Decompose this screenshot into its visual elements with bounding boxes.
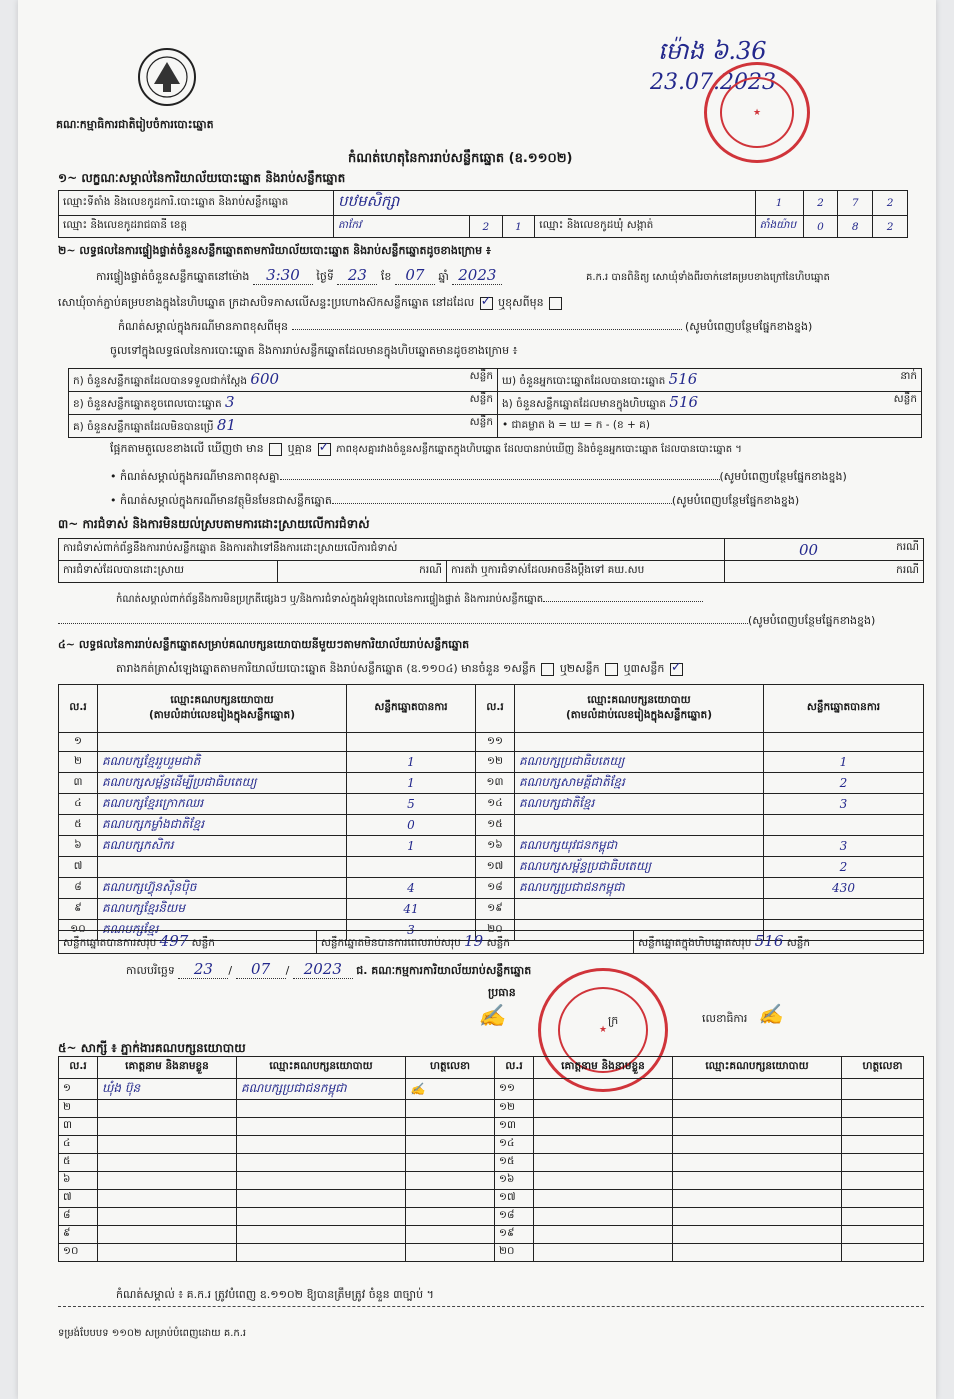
witness-name (98, 1208, 237, 1226)
witness-signature (406, 1118, 495, 1136)
party-name: គណបក្សខ្មែរ (98, 920, 347, 941)
appeal-unit: ករណី (725, 561, 924, 583)
row-number: ៨ (59, 1208, 98, 1226)
party-name (515, 899, 764, 920)
witness-name (98, 1100, 237, 1118)
ballot-row-right: ឃ) ចំនួនអ្នកបោះឆ្នោតដែលបានបោះឆ្នោត 516 នាក់ (498, 369, 922, 392)
vote-count: 1 (347, 836, 476, 857)
vote-count: 1 (764, 752, 924, 773)
witness-row (59, 1172, 924, 1190)
difference-note: កំណត់សម្គាល់ក្នុងករណីមានភាពខុសពីមុន (សូមបំពេញបន្ថែមផ្នែកខាងខ្នង) (118, 320, 813, 333)
has-difference-checkbox[interactable] (269, 443, 282, 456)
vote-count (347, 857, 476, 878)
witness-party (237, 1244, 406, 1262)
witness-name (534, 1079, 673, 1100)
section3-title: ៣~ ការជំទាស់ និងការមិនយល់ស្របតាមការដោះស្រាយលើការជំទាស់ (58, 517, 370, 531)
row-number: ១១ (495, 1079, 534, 1100)
witness-signature (406, 1208, 495, 1226)
witness-signature (842, 1190, 924, 1208)
vote-count (764, 899, 924, 920)
witness-name (534, 1100, 673, 1118)
irregularity-fill: (សូមបំពេញបន្ថែមផ្នែកខាងខ្នង) (58, 614, 922, 630)
witness-name (534, 1154, 673, 1172)
witness-name (534, 1226, 673, 1244)
party-name: គណបក្សខ្មែររួបរួមជាតិ (98, 752, 347, 773)
witness-party (237, 1136, 406, 1154)
witness-row (59, 1136, 924, 1154)
ballot-row-left: ក) ចំនួនសន្លឹកឆ្នោតដែលបានទទួលជាក់ស្តែង 600 សន្លឹក (69, 369, 498, 392)
row-number: ២០ (495, 1244, 534, 1262)
row-number: ១៤ (495, 1136, 534, 1154)
witness-name (98, 1172, 237, 1190)
witness-name: ឃុំង ប៊ុន (98, 1079, 237, 1100)
row-number: ២ (59, 752, 98, 773)
ballot-count-table (68, 368, 922, 438)
vote-count: 41 (347, 899, 476, 920)
row-number: ១ (59, 1079, 98, 1100)
province-code-digit: 1 (502, 216, 535, 238)
verify-time: 3:30 (253, 266, 313, 285)
witness-name (534, 1172, 673, 1190)
total-valid: សន្លឹកឆ្នោតបានការសរុប 497 សន្លឹក (59, 931, 317, 954)
vote-count: 430 (764, 878, 924, 899)
party-name: គណបក្សខ្មែរក្រោកឈរ (98, 794, 347, 815)
party-result-row (59, 878, 924, 899)
witness-signature (842, 1154, 924, 1172)
total-in-box: សន្លឹកឆ្នោតក្នុងហិបឆ្នោតសរុប 516 សន្លឹក (634, 931, 924, 954)
difference-line: ផ្អែកតាមតួលេខខាងលើ ឃើញថា មាន ឬគ្មាន ✓ ភាពខុសគ្នារវាងចំនួនសន្លឹកឆ្នោតក្នុងហិបឆ្នោត ដែលបានរាប់ឃើញ និងចំនួនអ្នកបោះឆ្នោត ដែលបានបោះឆ្នោត ។ (110, 442, 916, 458)
signing-date: កាលបរិច្ឆេទ 23 / 07 / 2023 ជ. គណៈកម្មការការិយាល័យរាប់សន្លឹកឆ្នោត (126, 960, 532, 978)
verification-line-end: គ.ក.រ បានពិនិត្យ សោឃុំទាំងពីរចាក់នៅគម្របខាងក្រៅនៃហិបឆ្នោត (586, 272, 830, 283)
party-name: គណបក្សសម្ព័ន្ធប្រជាធិបតេយ្យ (515, 857, 764, 878)
witness-signature (842, 1100, 924, 1118)
section1-table (58, 190, 908, 238)
vote-count: 1 (347, 773, 476, 794)
code-digit: 2 (803, 191, 838, 216)
witness-party (237, 1226, 406, 1244)
witness-party (673, 1154, 842, 1172)
witness-signature (842, 1118, 924, 1136)
party-name (515, 733, 764, 752)
location-value: បឋមសិក្សា (334, 191, 755, 216)
same-checkbox[interactable] (480, 297, 493, 310)
row-number: ១៨ (476, 878, 515, 899)
witness-row (59, 1100, 924, 1118)
witness-party (673, 1118, 842, 1136)
row-number: ១២ (476, 752, 515, 773)
party-results-table (58, 684, 924, 941)
official-stamp-top: ★ (704, 62, 810, 163)
verify-year: 2023 (452, 266, 502, 285)
tally-sheet-line: តារាងកត់ត្រាសំឡេងឆ្នោតតាមការិយាល័យបោះឆ្នោត និងរាប់សន្លឹកឆ្នោត (ឧ.១១០៤) មានចំនួន ១សន្លឹក ឬ២សន្លឹក ឬ៣សន្លឹក ✓ (116, 662, 685, 678)
commune-code-digit: 8 (838, 216, 873, 238)
changed-checkbox[interactable] (549, 297, 562, 310)
code-digit: 1 (755, 191, 803, 216)
province-value: តាកែវ (334, 216, 470, 238)
witness-signature (842, 1208, 924, 1226)
form-page (18, 0, 936, 1399)
party-name: គណបក្សប្រជាជនកម្ពុជា (515, 878, 764, 899)
witness-party (237, 1172, 406, 1190)
vote-count (764, 815, 924, 836)
top-handwritten-time: ម៉ោង ៦.36 (658, 37, 767, 65)
witness-row (59, 1118, 924, 1136)
row-number: ១០ (59, 1244, 98, 1262)
witness-signature (842, 1226, 924, 1244)
row-number: ១៥ (495, 1154, 534, 1172)
party-result-row (59, 899, 924, 920)
witness-name (98, 1226, 237, 1244)
witness-signature (842, 1136, 924, 1154)
witness-signature (406, 1172, 495, 1190)
row-number: ៩ (59, 1226, 98, 1244)
voters-value: 516 (668, 370, 698, 388)
col-no: ល.រ (476, 685, 515, 733)
row-number: ១៨ (495, 1208, 534, 1226)
row-number: ១៦ (495, 1172, 534, 1190)
witness-name (534, 1244, 673, 1262)
commune-value: តាំងយ៉ាប (755, 216, 803, 238)
witness-row (59, 1079, 924, 1100)
commune-label: ឈ្មោះ និងលេខកូដឃុំ សង្កាត់ (535, 216, 755, 238)
code-digit: 7 (838, 191, 873, 216)
witness-party: គណបក្សប្រជាជនកម្ពុជា (237, 1079, 406, 1100)
witness-name (534, 1136, 673, 1154)
section4-title: ៤~ លទ្ធផលនៃការរាប់សន្លឹកឆ្នោតសម្រាប់គណបក្សនយោបាយនីមួយៗតាមការិយាល័យរាប់សន្លឹកឆ្នោត (58, 638, 470, 651)
secretary-label: លេខាធិការ (702, 1012, 748, 1025)
member-label: ក្រ (608, 1014, 619, 1027)
row-number: ២០ (476, 920, 515, 941)
party-name (98, 857, 347, 878)
row-number: ១២ (495, 1100, 534, 1118)
no-difference-checkbox[interactable] (318, 443, 331, 456)
objection-label: ការជំទាស់ពាក់ព័ន្ធនឹងការរាប់សន្លឹកឆ្នោត និងការតវ៉ាទៅនឹងការដោះស្រាយលើការជំទាស់ (59, 539, 725, 561)
official-stamp-bottom: ★ (538, 968, 668, 1092)
party-name: គណបក្សកសិករ (98, 836, 347, 857)
col-votes: សន្លឹកឆ្នោតបានការ (347, 685, 476, 733)
resolved-unit: ករណី (278, 561, 447, 583)
party-name: គណបក្សហ៊្វុនស៊ិនប៉ិច (98, 878, 347, 899)
witness-party (673, 1208, 842, 1226)
witness-signature (406, 1190, 495, 1208)
resolved-label: ការជំទាស់ដែលបានដោះស្រាយ (59, 561, 278, 583)
party-name: គណបក្សកម្លាំងជាតិខ្មែរ (98, 815, 347, 836)
vote-count: 2 (764, 773, 924, 794)
ballot-row-right: • ជាគម្លាត ង = ឃ = ក - (ខ + គ) (498, 415, 922, 438)
witness-name (534, 1190, 673, 1208)
col-votes: សន្លឹកឆ្នោតបានការ (764, 685, 924, 733)
location-label: ឈ្មោះទីតាំង និងលេខកូដការិ.បោះឆ្នោត និងរាប់សន្លឹកឆ្នោត (59, 191, 334, 216)
party-name: គណបក្សជាតិខ្មែរ (515, 794, 764, 815)
vote-count: 3 (347, 920, 476, 941)
witness-signature (406, 1244, 495, 1262)
commune-code-digit: 0 (803, 216, 838, 238)
party-result-row (59, 752, 924, 773)
row-number: ៧ (59, 1190, 98, 1208)
vote-count: 3 (764, 794, 924, 815)
province-code-digit: 2 (469, 216, 502, 238)
party-name: គណបក្សខ្មែរនិយម (98, 899, 347, 920)
party-result-row (59, 815, 924, 836)
party-name (98, 733, 347, 752)
witness-signature (406, 1100, 495, 1118)
row-number: ៦ (59, 1172, 98, 1190)
row-number: ១៧ (476, 857, 515, 878)
party-name: គណបក្សសម្ព័ន្ធដើម្បីប្រជាធិបតេយ្យ (98, 773, 347, 794)
spoiled-value: 3 (225, 393, 235, 411)
row-number: ១០ (59, 920, 98, 941)
witness-name (98, 1154, 237, 1172)
vote-count (764, 733, 924, 752)
chair-label: ប្រធាន (488, 986, 516, 999)
code-digit: 2 (873, 191, 908, 216)
row-number: ១៣ (495, 1118, 534, 1136)
objection-table (58, 538, 924, 583)
row-number: ១៣ (476, 773, 515, 794)
irregularity-note: កំណត់សម្គាល់ពាក់ព័ន្ធនឹងការមិនប្រក្រតីផ្សេងៗ ឬ/និងការជំទាស់ក្នុងអំឡុងពេលនៃការផ្ទៀងផ្ទាត់ និងការរាប់សន្លឹកឆ្នោត (116, 592, 922, 607)
party-result-row (59, 836, 924, 857)
footnote: កំណត់សម្គាល់ ៖ គ.ក.រ ត្រូវបំពេញ ឧ.១១០២ ឱ្យបានត្រឹមត្រូវ ចំនួន ៣ច្បាប់ ។ (116, 1288, 434, 1301)
verify-month: 07 (395, 266, 435, 285)
party-result-row (59, 857, 924, 878)
row-number: ៣ (59, 773, 98, 794)
unused-value: 81 (216, 416, 236, 434)
verification-line: ការផ្ទៀងផ្ទាត់ចំនួនសន្លឹកឆ្នោតនៅម៉ោង 3:30 ថ្ងៃទី 23 ខែ 07 ឆ្នាំ 2023 (96, 266, 502, 286)
vote-count: 0 (347, 815, 476, 836)
row-number: ៤ (59, 794, 98, 815)
witness-signature (842, 1079, 924, 1100)
witness-row (59, 1226, 924, 1244)
party-name (515, 815, 764, 836)
row-number: ១៩ (476, 899, 515, 920)
witness-name (534, 1118, 673, 1136)
top-handwritten-date: 23.07.2023 (650, 70, 776, 95)
ballot-row-left: ខ) ចំនួនសន្លឹកឆ្នោតខូចពេលបោះឆ្នោត 3 សន្លឹក (69, 392, 498, 415)
witness-party (237, 1100, 406, 1118)
objection-count: 00 ករណី (725, 539, 924, 561)
province-label: ឈ្មោះ និងលេខកូដរាជធានី ខេត្ត (59, 216, 334, 238)
row-number: ៩ (59, 899, 98, 920)
witness-party (673, 1079, 842, 1100)
section1-title: ១~ លក្ខណៈសម្គាល់នៃការិយាល័យបោះឆ្នោត និងរាប់សន្លឹកឆ្នោត (58, 171, 346, 185)
received-value: 600 (250, 370, 280, 388)
party-result-row (59, 773, 924, 794)
three-sheet-checkbox[interactable] (670, 663, 683, 676)
ballot-row-left: គ) ចំនួនសន្លឹកឆ្នោតដែលមិនបានប្រើ 81 សន្លឹក (69, 415, 498, 438)
witness-row (59, 1208, 924, 1226)
col-no: ល.រ (59, 685, 98, 733)
witness-row (59, 1154, 924, 1172)
party-name: គណបក្សយុវជនកម្ពុជា (515, 836, 764, 857)
witness-name (98, 1244, 237, 1262)
witness-name (98, 1190, 237, 1208)
nec-logo (136, 46, 198, 108)
row-number: ៧ (59, 857, 98, 878)
section2-title: ២~ លទ្ធផលនៃការផ្ទៀងផ្ទាត់ចំនួនសន្លឹកឆ្នោតតាមការិយាល័យបោះឆ្នោត និងរាប់សន្លឹកឆ្នោតដូចខាងក្រោម ៖ (58, 244, 491, 257)
witness-party (673, 1244, 842, 1262)
party-result-row (59, 733, 924, 752)
col-party: ឈ្មោះគណបក្សនយោបាយ (តាមលំដាប់លេខរៀងក្នុងសន្លឹកឆ្នោត) (98, 685, 347, 733)
col-party: ឈ្មោះគណបក្សនយោបាយ (តាមលំដាប់លេខរៀងក្នុងសន្លឹកឆ្នោត) (515, 685, 764, 733)
vote-count: 2 (764, 857, 924, 878)
one-sheet-checkbox[interactable] (541, 663, 554, 676)
verify-day: 23 (337, 266, 377, 285)
witness-row (59, 1244, 924, 1262)
form-code: ទម្រង់បែបបទ ១១០២ សម្រាប់បំពេញដោយ គ.ក.រ (58, 1328, 247, 1339)
witness-party (673, 1190, 842, 1208)
witness-name (98, 1136, 237, 1154)
two-sheet-checkbox[interactable] (605, 663, 618, 676)
witness-signature (842, 1172, 924, 1190)
witness-name (534, 1208, 673, 1226)
footer-rule (58, 1306, 924, 1307)
row-number: ៥ (59, 815, 98, 836)
bullet-difference: • កំណត់សម្គាល់ក្នុងករណីមានភាពខុសគ្នា (សូមបំពេញបន្ថែមផ្នែកខាងខ្នង) (110, 470, 847, 483)
vote-count: 5 (347, 794, 476, 815)
row-number: ២ (59, 1100, 98, 1118)
row-number: ៦ (59, 836, 98, 857)
chair-signature: ✍ (478, 1004, 506, 1029)
org-name: គណៈកម្មាធិការជាតិរៀបចំការបោះឆ្នោត (56, 118, 214, 131)
row-number: ៣ (59, 1118, 98, 1136)
vote-count (347, 733, 476, 752)
secretary-signature: ✍ (758, 1002, 783, 1026)
witness-party (237, 1208, 406, 1226)
row-number: ៤ (59, 1136, 98, 1154)
witness-party (673, 1136, 842, 1154)
witness-party (673, 1100, 842, 1118)
appeal-label: ការតវ៉ា ឬការជំទាស់ដែលអាចនឹងប្ដឹងទៅ គឃ.សប (447, 561, 725, 583)
total-invalid: សន្លឹកឆ្នោតមិនបានការពេលរាប់សរុប 19 សន្លឹក (316, 931, 633, 954)
row-number: ១៦ (476, 836, 515, 857)
row-number: ១៧ (495, 1190, 534, 1208)
witness-signature (406, 1154, 495, 1172)
witness-signature (406, 1226, 495, 1244)
witness-party (237, 1118, 406, 1136)
witness-signature (842, 1244, 924, 1262)
witness-signature: ✍ (406, 1079, 495, 1100)
witness-name (98, 1118, 237, 1136)
bullet-non-ballot: • កំណត់សម្គាល់ក្នុងករណីមានវត្ថុមិនមែនជាសន្លឹកឆ្នោត (សូមបំពេញបន្ថែមផ្នែកខាងខ្នង) (110, 494, 800, 507)
totals-table (58, 930, 924, 954)
vote-count: 3 (764, 836, 924, 857)
vote-count: 1 (347, 752, 476, 773)
ballot-row-right: ង) ចំនួនសន្លឹកឆ្នោតដែលមានក្នុងហិបឆ្នោត 516 សន្លឹក (498, 392, 922, 415)
witness-signature (406, 1136, 495, 1154)
party-result-row (59, 794, 924, 815)
witness-table: ល.រ គោត្តនាម និងនាមខ្លួន ឈ្មោះគណបក្សនយោបាយ ហត្ថលេខា ល.រ គោត្តនាម និងនាមខ្លួន ឈ្មោះគណបក្សនយោបាយ ហត្ថលេខា ១ ឃុំង ប៊ុន គណបក្សប្រជាជនកម្ពុជា ✍ ១១ ២ ១២ ៣ ១៣ ៤ ១៤ ៥ ១៥ ៦ ១៦ ៧ ១៧ ៨ ១៨ ៩ ១៩ ១០ ២០ (58, 1056, 924, 1262)
party-name: គណបក្សសាមគ្គីជាតិខ្មែរ (515, 773, 764, 794)
row-number: ១៥ (476, 815, 515, 836)
witness-party (673, 1172, 842, 1190)
witness-party (673, 1226, 842, 1244)
in-box-value: 516 (669, 393, 699, 411)
row-number: ៨ (59, 878, 98, 899)
row-number: ១ (59, 733, 98, 752)
ballot-results-intro: ចូលទៅក្នុងលទ្ធផលនៃការបោះឆ្នោត និងការរាប់សន្លឹកឆ្នោតដែលមានក្នុងហិបឆ្នោតមានដូចខាងក្រោម ៖ (110, 344, 518, 357)
witness-row (59, 1190, 924, 1208)
witness-party (237, 1190, 406, 1208)
row-number: ៥ (59, 1154, 98, 1172)
vote-count: 4 (347, 878, 476, 899)
row-number: ១៤ (476, 794, 515, 815)
form-title: កំណត់ហេតុនៃការរាប់សន្លឹកឆ្នោត (ឧ.១១០២) (348, 151, 573, 166)
section5-title: ៥~ សាក្សី ៖ ភ្នាក់ងារគណបក្សនយោបាយ (58, 1041, 246, 1055)
witness-party (237, 1154, 406, 1172)
seal-line: សោឃុំចាក់ភ្ជាប់គម្របខាងក្នុងនៃហិបឆ្នោត ក្រដាសបិទភាសលើសន្ទះប្រហោងស៊កសន្លឹកឆ្នោត នៅដដែល ✓ ឬខុសពីមុន (58, 296, 564, 312)
row-number: ១៩ (495, 1226, 534, 1244)
commune-code-digit: 2 (873, 216, 908, 238)
party-name: គណបក្សប្រជាធិបតេយ្យ (515, 752, 764, 773)
row-number: ១១ (476, 733, 515, 752)
